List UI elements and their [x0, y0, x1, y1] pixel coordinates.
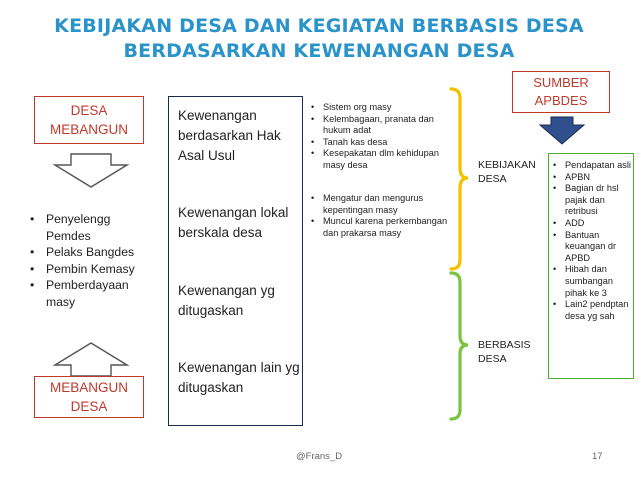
kewenangan-asal-usul: Kewenangan berdasarkan Hak Asal Usul — [178, 108, 281, 163]
lokal-item: • Muncul karena perkembangan dan prakarsa masy — [310, 216, 450, 239]
left-list-item: • Pembin Kemasy — [28, 261, 156, 278]
lokal-item: • Mengatur dan mengurus kepentingan masy — [310, 193, 450, 216]
berbasis-line2: DESA — [478, 353, 507, 365]
kewenangan-ditugaskan: Kewenangan yg ditugaskan — [178, 283, 275, 318]
asal-usul-list — [310, 102, 450, 172]
lokal-list — [310, 193, 450, 239]
sumber-item: • Bantuan keuangan dr APBD — [552, 230, 632, 265]
sumber-item: • ADD — [552, 218, 632, 230]
asal-usul-item: • Kelembagaan, pranata dan hukum adat — [310, 114, 450, 137]
desa-mebangun-line2: MEBANGUN — [49, 122, 128, 137]
page-title-line2: BERDASARKAN KEWENANGAN DESA — [123, 40, 515, 62]
left-list — [28, 211, 156, 311]
down-arrow-filled-icon — [538, 116, 586, 146]
kebijakan-line1: KEBIJAKAN — [478, 159, 536, 171]
desa-mebangun-line1: DESA — [70, 103, 108, 118]
green-bracket — [448, 270, 470, 422]
kewenangan-lain: Kewenangan lain yg ditugaskan — [178, 360, 300, 395]
berbasis-line1: BERBASIS — [478, 339, 531, 351]
kebijakan-desa-label — [478, 158, 536, 186]
left-list-item: • Pelaks Bangdes — [28, 244, 156, 261]
page-number: 17 — [592, 451, 603, 462]
sumber-item: • Hibah dan sumbangan pihak ke 3 — [552, 264, 632, 299]
sumber-line1: SUMBER — [533, 75, 589, 90]
sumber-item: • Bagian dr hsl pajak dan retribusi — [552, 183, 632, 218]
berbasis-desa-label — [478, 338, 531, 366]
up-arrow-outline-icon — [53, 341, 129, 377]
mebangun-desa-line2: DESA — [70, 399, 108, 414]
kebijakan-line2: DESA — [478, 173, 507, 185]
sumber-item: • Pendapatan asli — [552, 160, 632, 172]
sumber-line2: APBDES — [534, 93, 588, 108]
sumber-item: • APBN — [552, 172, 632, 184]
yellow-bracket — [448, 86, 470, 272]
asal-usul-item: • Tanah kas desa — [310, 137, 450, 149]
asal-usul-item: • Sistem org masy — [310, 102, 450, 114]
left-list-item: • Pemberdayaan masy — [28, 277, 156, 310]
sumber-list — [552, 160, 632, 322]
page-title-line1: KEBIJAKAN DESA DAN KEGIATAN BERBASIS DESA — [54, 15, 584, 37]
asal-usul-item: • Kesepakatan dlm kehidupan masy desa — [310, 148, 450, 171]
footer-author: @Frans_D — [296, 451, 343, 462]
mebangun-desa-line1: MEBANGUN — [49, 380, 128, 395]
sumber-item: • Lain2 pendptan desa yg sah — [552, 299, 632, 322]
left-list-item: • Penyelengg Pemdes — [28, 211, 156, 244]
desa-mebangun-box — [34, 96, 144, 144]
kewenangan-lokal: Kewenangan lokal berskala desa — [178, 205, 289, 240]
sumber-apbdes-box — [512, 71, 610, 113]
mebangun-desa-box — [34, 376, 144, 418]
down-arrow-outline-icon — [53, 153, 129, 189]
